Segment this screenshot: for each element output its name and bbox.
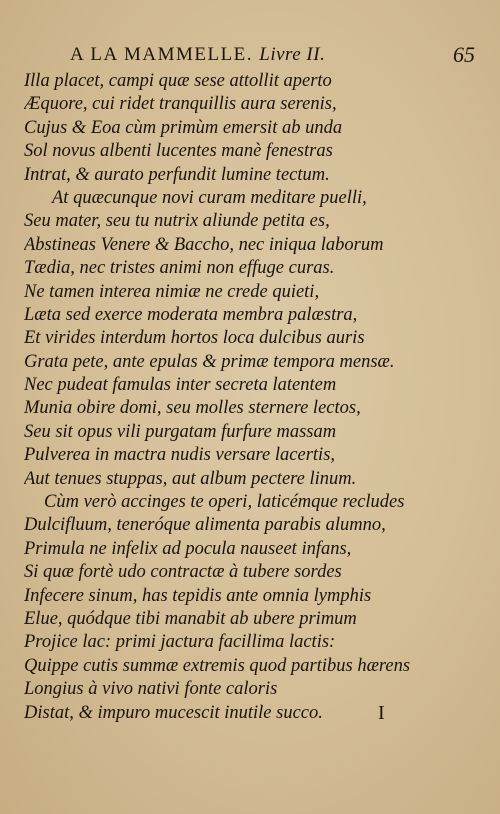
verse-line: Cùm verò accinges te operi, laticémque recludes [44,492,405,513]
running-head-title: A LA MAMMELLE. [70,44,254,65]
verse-line: Si quæ fortè udo contractæ à tubere sordes [24,562,342,583]
verse-line: Abstineas Venere & Baccho, nec iniqua laborum [24,234,384,255]
verse-line: Quippe cutis summæ extremis quod partibus hærens [24,655,411,676]
verse-line: Illa placet, campi quæ sese attollit aperto [24,71,332,91]
page-header [70,42,475,70]
verse-line: Intrat, & aurato perfundit lumine tectum. [24,164,330,185]
verse-line: Tædia, nec tristes animi non effuge curas. [24,258,335,279]
verse-line: Seu mater, seu tu nutrix aliunde petita es, [24,211,330,232]
verse-line: Infecere sinum, has tepidis ante omnia lymphis [24,585,372,606]
verse-line: Primula ne infelix ad pocula nauseet infans, [24,538,352,559]
running-head [70,44,325,66]
verse-line: Pulverea in mactra nudis versare lacertis, [24,445,336,466]
verse-line: At quæcunque novi curam meditare puelli, [52,187,367,208]
verse-line: Projice lac: primi jactura facillima lactis: [24,632,336,653]
verse-text [24,70,484,725]
verse-line: Distat, & impuro mucescit inutile succo. [24,702,323,723]
verse-line: Æquore, cui ridet tranquillis aura serenis, [24,94,337,115]
page-number: 65 [453,42,475,67]
verse-line: Nec pudeat famulas inter secreta latentem [24,375,337,396]
verse-line: Cujus & Eoa cùm primùm emersit ab unda [24,117,343,138]
verse-line: Longius à vivo nativi fonte caloris [24,679,278,700]
verse-line: Elue, quódque tibi manabit ab ubere primum [24,608,357,629]
verse-line: Grata pete, ante epulas & primæ tempora mensæ. [24,351,395,372]
verse-line: Et virides interdum hortos loca dulcibus auris [24,328,365,349]
verse-line: Læta sed exerce moderata membra palæstra, [24,304,358,325]
verse-line: Seu sit opus vili purgatam furfure massam [24,421,337,442]
running-head-book: Livre II. [259,44,326,65]
verse-line: Ne tamen interea nimiæ ne crede quieti, [24,281,320,302]
verse-line: Aut tenues stuppas, aut album pectere linum. [24,468,357,489]
verse-line: Sol novus albenti lucentes manè fenestras [24,141,333,162]
signature-mark: I [378,702,385,724]
verse-line: Dulcifluum, teneróque alimenta parabis alumno, [24,515,386,536]
verse-line: Munia obire domi, seu molles sternere lectos, [24,398,361,419]
